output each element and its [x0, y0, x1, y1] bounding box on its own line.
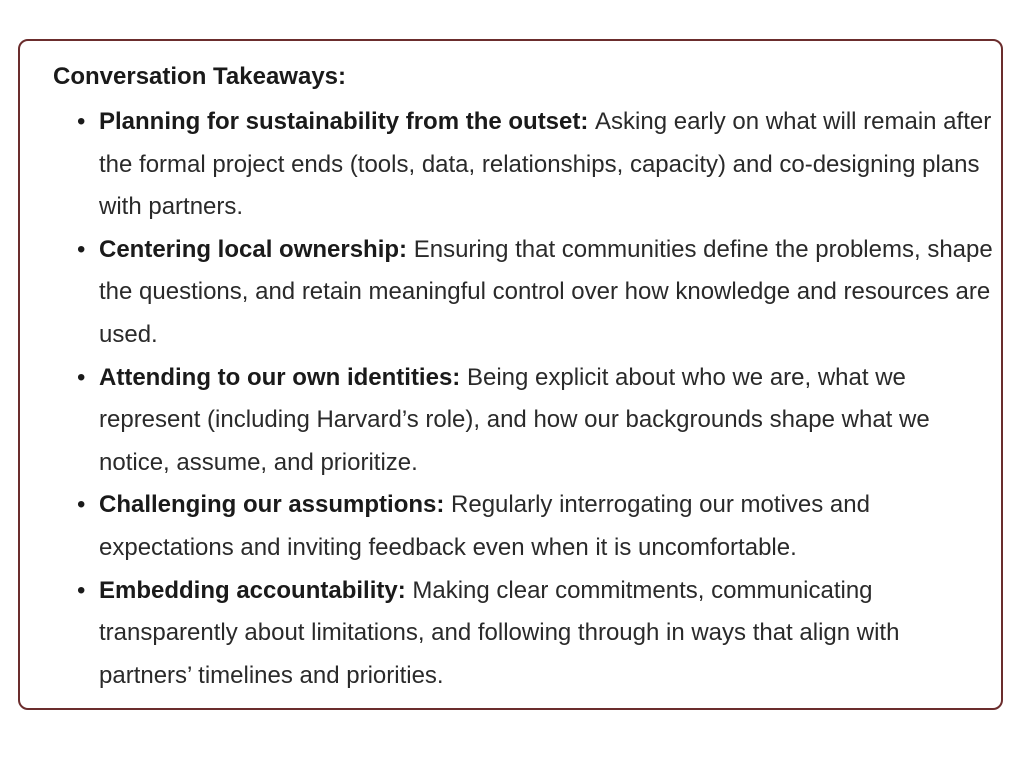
bullet-icon: •	[77, 491, 86, 519]
takeaway-term: Planning for sustainability from the outset:	[99, 108, 596, 135]
takeaway-text: Asking early on what will remain after the formal project ends (tools, data, relationships, capacity) and co-designing plans with partners.	[99, 108, 992, 221]
takeaway-term: Centering local ownership:	[99, 235, 414, 263]
takeaways-list	[77, 101, 994, 697]
takeaway-text: Regularly interrogating our motives and expectations and inviting feedback even when it is uncomfortable.	[99, 491, 870, 561]
takeaways-card	[18, 39, 1003, 710]
list-item	[77, 570, 994, 698]
bullet-icon: •	[77, 576, 86, 604]
takeaway-term: Challenging our assumptions:	[99, 491, 452, 519]
list-item	[77, 484, 994, 569]
bullet-icon: •	[77, 363, 86, 391]
takeaway-term: Embedding accountability:	[99, 576, 413, 604]
takeaway-text: Ensuring that communities define the problems, shape the questions, and retain meaningful control over how knowledge and resources are used.	[99, 235, 993, 348]
bullet-icon: •	[77, 108, 86, 135]
takeaway-text: Making clear commitments, communicating transparently about limitations, and following through in ways that align with partners’ timelines and priorities.	[99, 576, 900, 689]
list-item	[77, 229, 994, 357]
bullet-icon: •	[77, 235, 86, 263]
takeaway-term: Attending to our own identities:	[99, 363, 467, 391]
list-item	[77, 357, 994, 485]
takeaways-heading: Conversation Takeaways:	[53, 63, 347, 90]
list-item	[77, 101, 994, 229]
takeaway-text: Being explicit about who we are, what we represent (including Harvard’s role), and how our backgrounds shape what we notice, assume, and prioritize.	[99, 363, 930, 476]
